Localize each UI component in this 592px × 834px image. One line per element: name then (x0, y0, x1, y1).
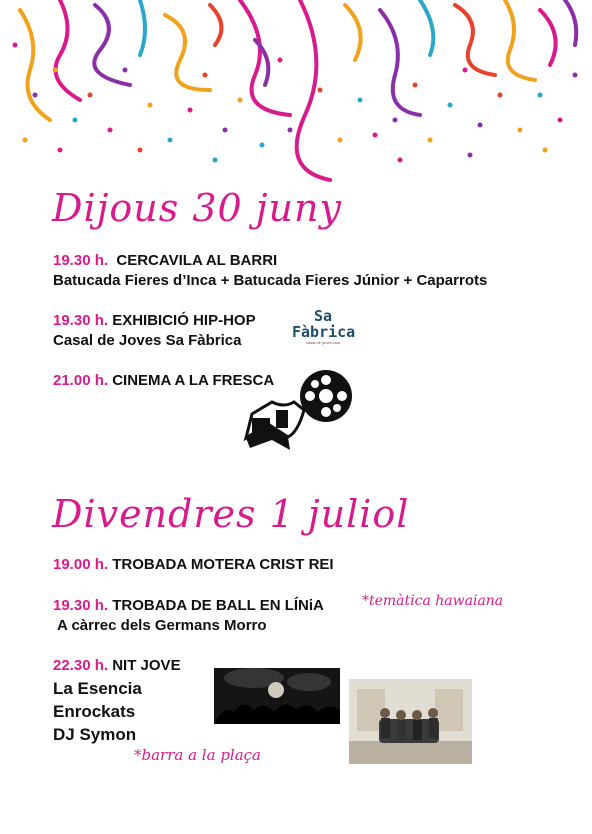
event-time: 19.30 h. (53, 312, 109, 329)
event-detail: A càrrec dels Germans Morro (57, 617, 267, 634)
event-name: NIT JOVE (112, 657, 181, 674)
event-time: 21.00 h. (53, 372, 109, 389)
logo-line2: Fàbrica (292, 323, 356, 341)
event-name: CERCAVILA AL BARRI (116, 252, 278, 269)
event-name: CINEMA A LA FRESCA (112, 372, 275, 389)
event-name: EXHIBICIÓ HIP-HOP (112, 312, 256, 329)
event-name: TROBADA MOTERA CRIST REI (112, 556, 334, 573)
band-la-esencia: La Esencia (53, 679, 142, 698)
confetti-header (0, 0, 592, 185)
logo-line1: Sa (313, 307, 333, 325)
event-cercavila (53, 252, 277, 269)
band-enrockats: Enrockats (53, 702, 136, 721)
day1-title: Dijous 30 juny (52, 186, 342, 230)
event-time: 19.30 h. (53, 597, 109, 614)
event-detail: Casal de Joves Sa Fàbrica (53, 332, 242, 349)
event-time: 19.00 h. (53, 556, 109, 573)
event-nit-jove (53, 657, 181, 674)
event-motera (53, 556, 334, 573)
event-detail: Batucada Fieres d’Inca + Batucada Fieres Júnior + Caparrots (53, 272, 488, 289)
event-hiphop (53, 312, 256, 329)
film-reel-icon (238, 362, 358, 452)
bar-note: *barra a la plaça (134, 746, 262, 764)
event-ball (53, 597, 324, 614)
logo-subtitle: casal de joves inca (306, 340, 340, 345)
concert-photo (214, 668, 340, 724)
band-photo (349, 679, 472, 764)
day2-title: Divendres 1 juliol (52, 492, 410, 536)
band-dj-symon: DJ Symon (53, 725, 137, 744)
sa-fabrica-logo (292, 308, 354, 354)
hawaiian-theme-note: *temàtica hawaiana (362, 593, 504, 609)
event-time: 19.30 h. (53, 252, 109, 269)
event-name: TROBADA DE BALL EN LÍNiA (112, 597, 324, 614)
event-time: 22.30 h. (53, 657, 109, 674)
